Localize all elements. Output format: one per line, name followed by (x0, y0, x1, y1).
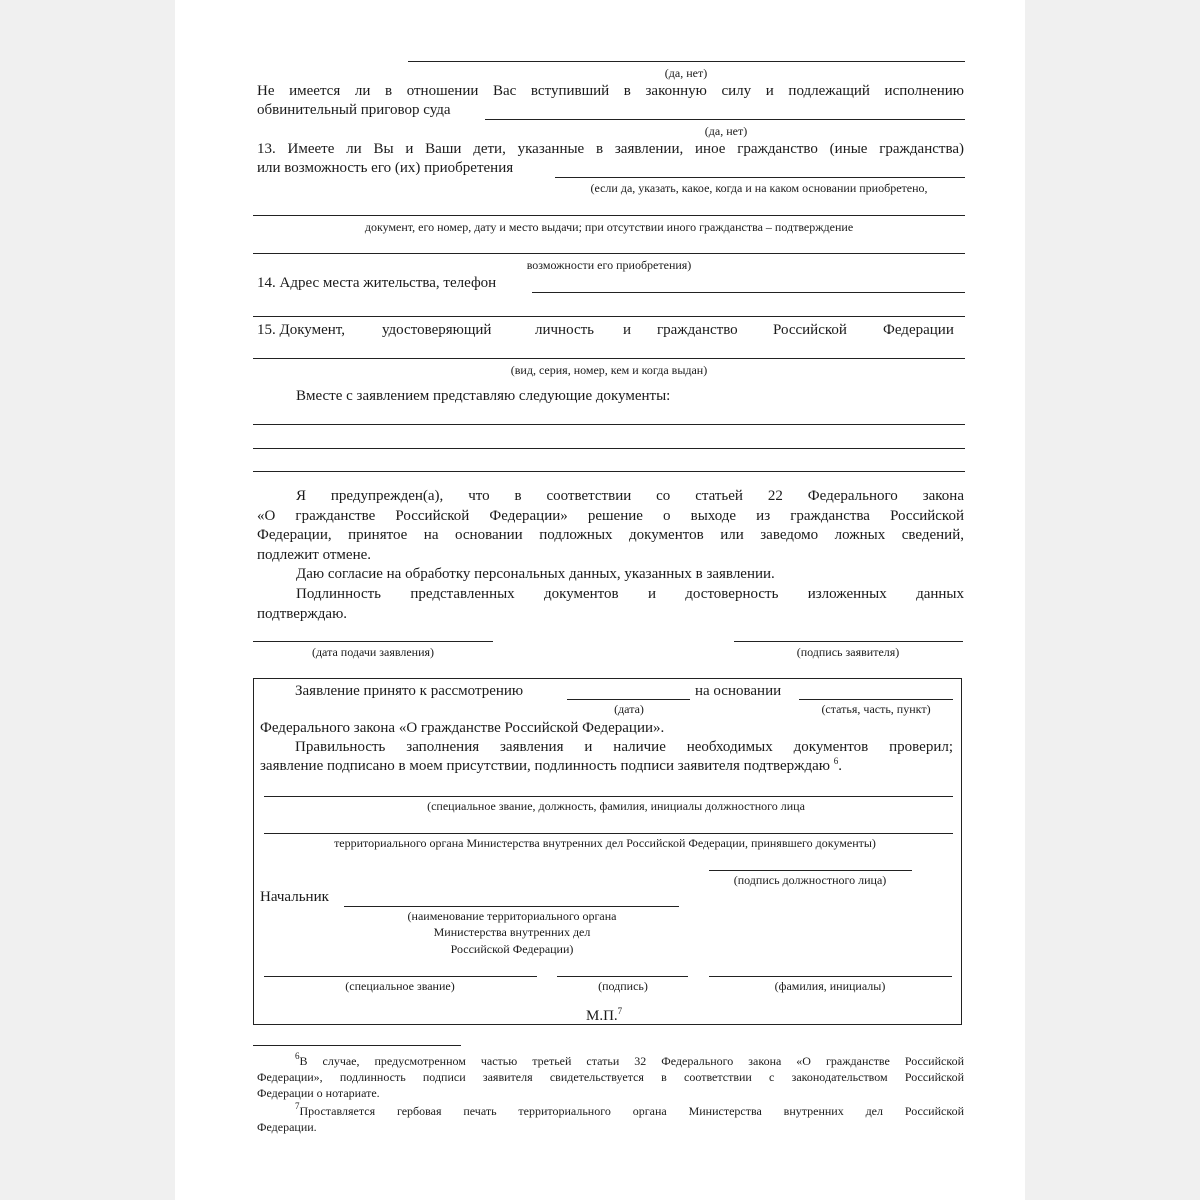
footnote-separator (253, 1045, 461, 1046)
item-13-hint-1: (если да, указать, какое, когда и на каком основании приобретено, (590, 181, 928, 195)
item-13-line-2: или возможность его (их) приобретения (257, 160, 514, 176)
footnote-6 (257, 1053, 964, 1101)
consent-text: Даю согласие на обработку персональных данных, указанных в заявлении. (296, 566, 775, 582)
item-13-line-1: 13. Имеете ли Вы и Ваши дети, указанные в заявлении, иное гражданство (иные гражданства) (257, 141, 964, 157)
stamp-place (586, 1007, 622, 1026)
footnote-6-text-1: В случае, предусмотренном частью третьей статьи 32 Федерального закона «О гражданстве Российской (299, 1054, 964, 1068)
item-15-hint: (вид, серия, номер, кем и когда выдан) (510, 363, 708, 377)
verdict-line-2: обвинительный приговор суда (257, 102, 451, 118)
warning-line-3: Федерации, принятое на основании подложных документов или заведомо ложных сведений, (257, 527, 964, 543)
official-hint-1: (специальное звание, должность, фамилия, инициалы должностного лица (427, 799, 805, 813)
footnote-6-line-3: Федерации о нотариате. (257, 1086, 380, 1100)
basis-line (799, 699, 953, 700)
name-hint: (фамилия, инициалы) (774, 979, 886, 993)
documents-line-2 (253, 448, 965, 449)
applicant-signature-line (734, 641, 963, 642)
verdict-line-1: Не имеется ли в отношении Вас вступивший в законную силу и подлежащий исполнению (257, 83, 964, 99)
date-hint: (дата подачи заявления) (311, 645, 435, 659)
item-14-line-b (253, 316, 965, 317)
item-13-hint-3: возможности его приобретения) (526, 258, 692, 272)
applicant-signature-hint: (подпись заявителя) (796, 645, 900, 659)
stamp-label: М.П. (586, 1008, 618, 1024)
warning-line-2: «О гражданстве Российской Федерации» решение о выходе из гражданства Российской (257, 507, 964, 524)
org-hint-1: (наименование территориального органа (407, 909, 617, 923)
warning-line-1: Я предупрежден(а), что в соответствии со статьей 22 Федерального закона (296, 488, 964, 504)
authenticity-line-1: Подлинность представленных документов и достоверность изложенных данных (296, 586, 964, 602)
item-15-w2: удостоверяющий (382, 322, 492, 338)
footnote-7-line-1 (257, 1103, 964, 1119)
verdict-answer-line (485, 119, 965, 120)
footnote-ref-7: 7 (617, 1006, 623, 1016)
date-line (253, 641, 493, 642)
official-line-1 (264, 796, 953, 797)
rank-hint: (специальное звание) (345, 979, 455, 993)
accepted-label: Заявление принято к рассмотрению (295, 683, 524, 699)
official-signature-hint: (подпись должностного лица) (733, 873, 887, 887)
yes-no-hint-2: (да, нет) (704, 124, 748, 138)
item-13-line-c (253, 253, 965, 254)
check-line-1: Правильность заполнения заявления и наличие необходимых документов проверил; (295, 739, 953, 755)
footnote-7-text-1: Проставляется гербовая печать территориального органа Министерства внутренних дел Российской (299, 1104, 964, 1118)
warning-line-4: подлежит отмене. (257, 546, 372, 563)
check-line-2: заявление подписано в моем присутствии, подлинность подписи заявителя подтверждаю $^6$. (260, 756, 842, 774)
org-hint-3: Российской Федерации) (450, 942, 574, 956)
name-line (709, 976, 952, 977)
item-15-w3: личность (535, 322, 595, 338)
check-line-2-text: заявление подписано в моем присутствии, подлинность подписи заявителя подтверждаю (260, 758, 830, 774)
chief-line (344, 906, 679, 907)
basis-hint: (статья, часть, пункт) (821, 702, 931, 716)
document-page (175, 0, 1025, 1200)
accepted-date-line (567, 699, 690, 700)
law-text: Федерального закона «О гражданстве Российской Федерации». (260, 720, 665, 736)
accepted-date-hint: (дата) (614, 702, 644, 716)
documents-label: Вместе с заявлением представляю следующие документы: (296, 388, 671, 404)
footnote-7 (257, 1103, 964, 1135)
check-paragraph (260, 738, 953, 758)
rank-line (264, 976, 537, 977)
official-signature-line (709, 870, 912, 871)
item-13 (257, 140, 964, 160)
footnote-6-number: 6 (295, 1051, 300, 1061)
authenticity-paragraph (257, 585, 964, 624)
chief-sign-line (557, 976, 688, 977)
item-15-line (253, 358, 965, 359)
item-15-w4: и (623, 322, 632, 338)
item-15-w7: Федерации (883, 322, 954, 338)
chief-label: Начальник (260, 889, 329, 905)
footnote-7-line-2: Федерации. (257, 1120, 317, 1134)
official-line-2 (264, 833, 953, 834)
item-14-line-a (532, 292, 965, 293)
footnote-ref-6: 6 (833, 756, 839, 766)
answer-line (408, 61, 965, 62)
basis-label: на основании (695, 683, 782, 699)
warning-paragraph (257, 487, 964, 565)
verdict-question (257, 82, 964, 102)
item-15-w1: 15. Документ, (257, 322, 345, 338)
documents-line-1 (253, 424, 965, 425)
documents-line-3 (253, 471, 965, 472)
item-15-w6: Российской (773, 322, 847, 338)
item-14-label: 14. Адрес места жительства, телефон (257, 275, 497, 291)
footnote-6-line-1 (257, 1053, 964, 1069)
footnote-6-line-2: Федерации», подлинность подписи заявителя свидетельствуется в соответствии с законодательством Российской (257, 1070, 964, 1084)
item-13-line-b (253, 215, 965, 216)
authenticity-line-2: подтверждаю. (257, 605, 348, 622)
item-13-answer-line (555, 177, 965, 178)
official-section (253, 678, 962, 1025)
chief-sign-hint: (подпись) (598, 979, 648, 993)
org-hint-2: Министерства внутренних дел (433, 925, 591, 939)
official-hint-2: территориального органа Министерства внутренних дел Российской Федерации, принявшего документы) (334, 836, 876, 850)
item-15-w5: гражданство (657, 322, 738, 338)
yes-no-hint: (да, нет) (664, 66, 708, 80)
footnote-7-number: 7 (295, 1101, 300, 1111)
item-13-hint-2: документ, его номер, дату и место выдачи; при отсутствии иного гражданства – подтверждение (364, 220, 854, 234)
